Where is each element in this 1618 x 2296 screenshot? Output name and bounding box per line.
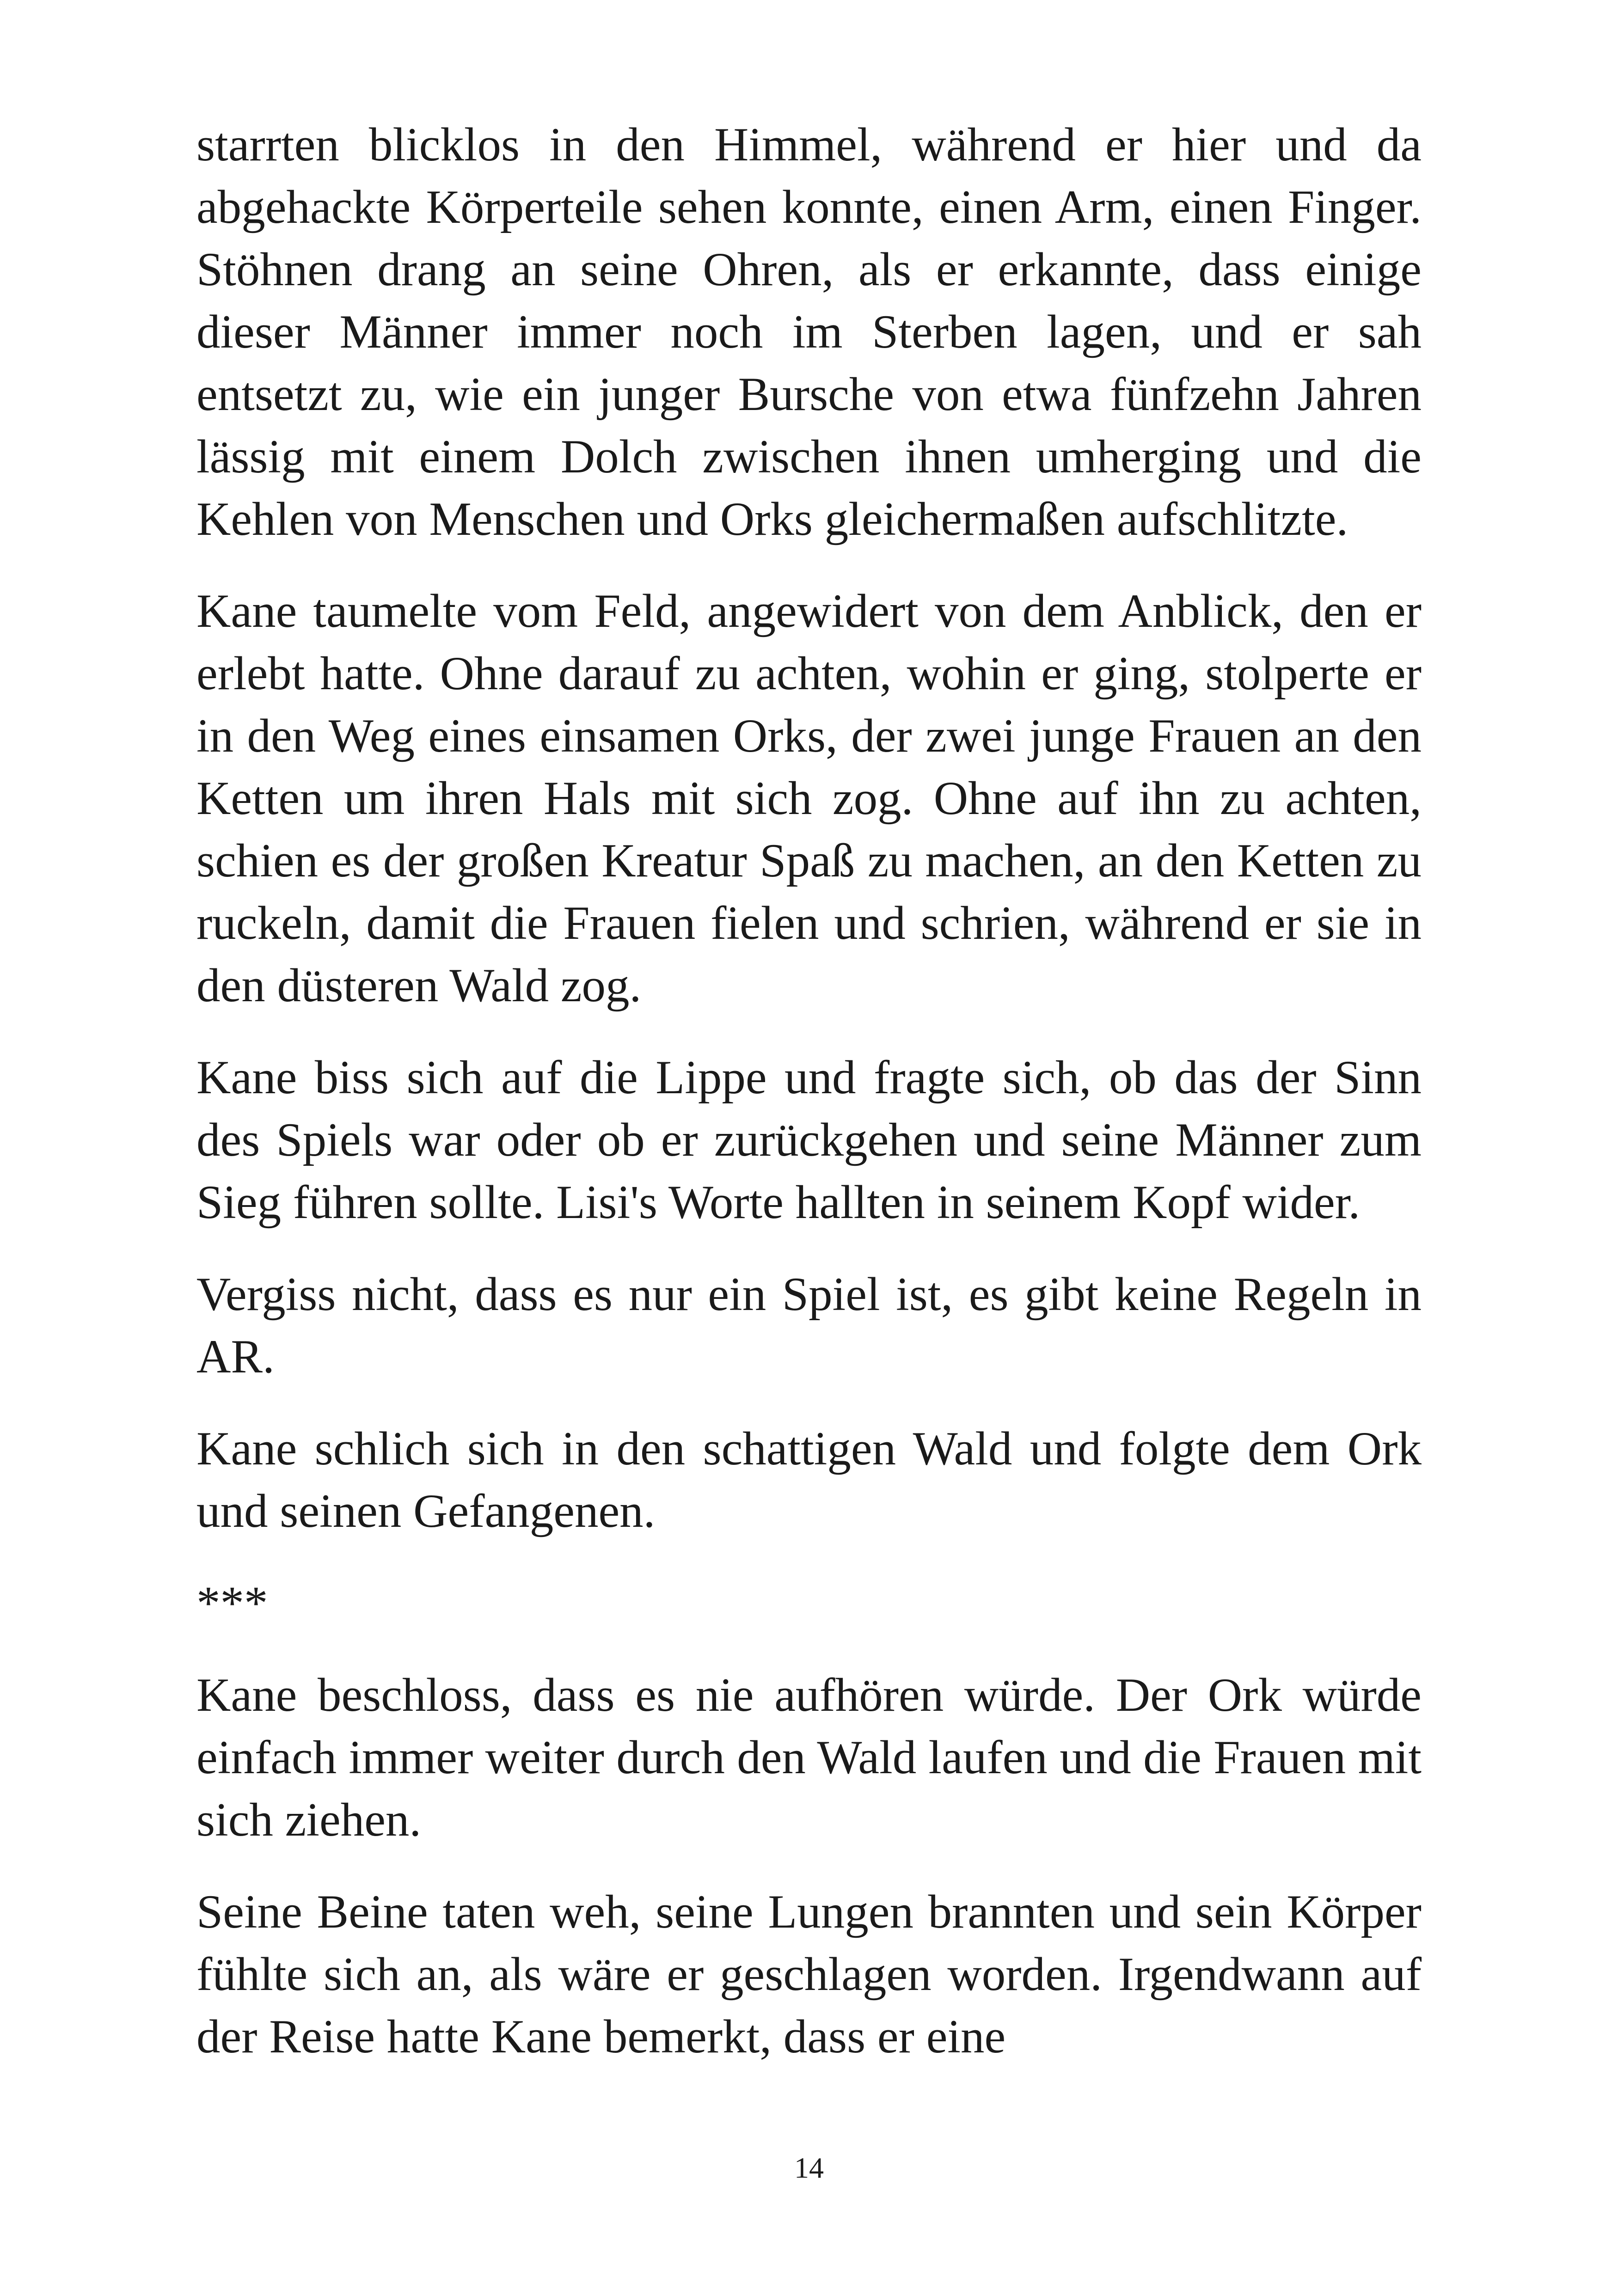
paragraph-5: Kane schlich sich in den schattigen Wald und folgte dem Ork und seinen Gefangenen. <box>196 1422 1422 1537</box>
paragraph-7: Seine Beine taten weh, seine Lungen brannten und sein Körper fühlte sich an, als wäre er geschlagen worden. Irgendwann auf der Reise hatte Kane bemerkt, dass er eine <box>196 1886 1422 2063</box>
paragraph-3: Kane biss sich auf die Lippe und fragte sich, ob das der Sinn des Spiels war oder ob er zurückgehen und seine Männer zum Sieg führen sollte. Lisi's Worte hallten in seinem Kopf wider. <box>196 1051 1422 1229</box>
paragraph-1: starrten blicklos in den Himmel, während er hier und da abgehackte Körperteile sehen konnte, einen Arm, einen Finger. Stöhnen drang an seine Ohren, als er erkannte, dass einige dieser Männer immer noch im Sterben lagen, und er sah entsetzt zu, wie ein junger Bursche von etwa fünfzehn Jahren lässig mit einem Dolch zwischen ihnen umherging und die Kehlen von Menschen und Orks gleichermaßen aufschlitzte. <box>196 118 1422 545</box>
scene-break: *** <box>196 1577 268 1629</box>
paragraph-2: Kane taumelte vom Feld, angewidert von dem Anblick, den er erlebt hatte. Ohne darauf zu achten, wohin er ging, stolperte er in den Weg eines einsamen Orks, der zwei junge Frauen an den Ketten um ihren Hals mit sich zog. Ohne auf ihn zu achten, schien es der großen Kreatur Spaß zu machen, an den Ketten zu ruckeln, damit die Frauen fielen und schrien, während er sie in den düsteren Wald zog. <box>196 585 1422 1012</box>
page-body <box>196 114 1422 2098</box>
page-number: 14 <box>794 2151 824 2184</box>
paragraph-6: Kane beschloss, dass es nie aufhören würde. Der Ork würde einfach immer weiter durch den Wald laufen und die Frauen mit sich ziehen. <box>196 1669 1422 1846</box>
paragraph-4: Vergiss nicht, dass es nur ein Spiel ist, es gibt keine Regeln in AR. <box>196 1268 1422 1383</box>
